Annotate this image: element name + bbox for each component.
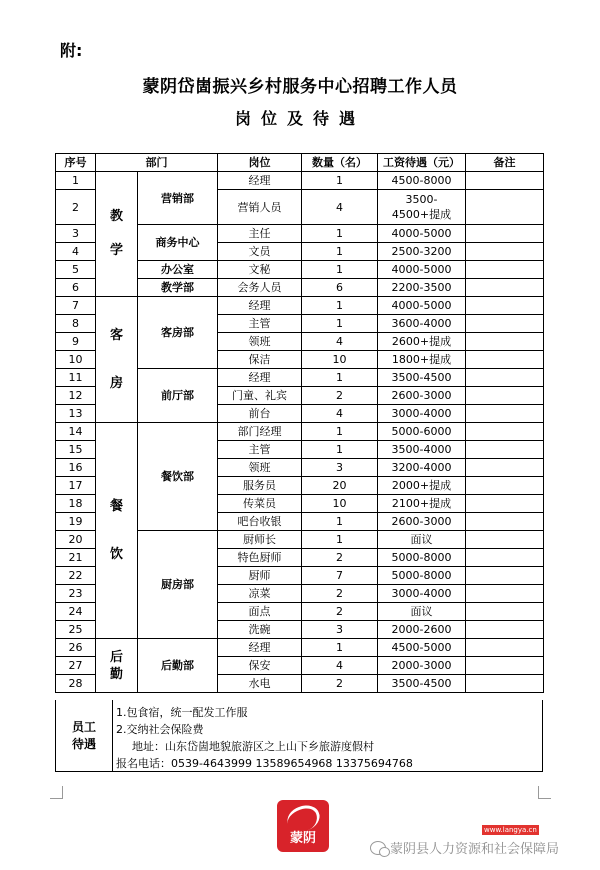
subdept-marketing: 营销部	[138, 172, 218, 225]
document-subtitle: 岗位及待遇	[234, 109, 365, 128]
table-header-row	[56, 154, 544, 172]
post-count: 4	[302, 405, 378, 423]
row-number: 15	[56, 441, 96, 459]
post-count: 4	[302, 657, 378, 675]
post-name: 保洁	[218, 351, 302, 369]
post-count: 2	[302, 603, 378, 621]
post-name: 门童、礼宾	[218, 387, 302, 405]
post-count: 1	[302, 423, 378, 441]
post-count: 1	[302, 261, 378, 279]
post-name: 厨师	[218, 567, 302, 585]
post-salary: 3600-4000	[378, 315, 466, 333]
table-row	[56, 172, 544, 190]
post-remark	[466, 190, 544, 225]
post-name: 经理	[218, 639, 302, 657]
post-remark	[466, 369, 544, 387]
row-number: 4	[56, 243, 96, 261]
subdept-housekeeping: 客房部	[138, 297, 218, 369]
post-count: 7	[302, 567, 378, 585]
post-count: 1	[302, 513, 378, 531]
post-salary: 2100+提成	[378, 495, 466, 513]
post-name: 吧台收银	[218, 513, 302, 531]
wechat-icon	[370, 841, 386, 855]
post-name: 营销人员	[218, 190, 302, 225]
row-number: 5	[56, 261, 96, 279]
post-salary: 2600-3000	[378, 387, 466, 405]
post-count: 1	[302, 639, 378, 657]
post-count: 4	[302, 190, 378, 225]
row-number: 27	[56, 657, 96, 675]
row-number: 24	[56, 603, 96, 621]
header-post: 岗位	[218, 154, 302, 172]
post-remark	[466, 567, 544, 585]
post-remark	[466, 351, 544, 369]
post-count: 2	[302, 387, 378, 405]
post-salary: 2500-3200	[378, 243, 466, 261]
row-number: 6	[56, 279, 96, 297]
post-remark	[466, 549, 544, 567]
post-salary: 1800+提成	[378, 351, 466, 369]
group-teaching-label: 教 学	[109, 209, 123, 258]
header-remark: 备注	[466, 154, 544, 172]
post-salary: 2000-2600	[378, 621, 466, 639]
benefits-label-line2: 待遇	[71, 736, 96, 751]
row-number: 13	[56, 405, 96, 423]
benefits-label	[56, 700, 113, 771]
post-salary: 面议	[378, 531, 466, 549]
post-remark	[466, 675, 544, 693]
post-count: 4	[302, 333, 378, 351]
post-remark	[466, 459, 544, 477]
subdept-front-desk: 前厅部	[138, 369, 218, 423]
post-count: 1	[302, 297, 378, 315]
post-name: 文员	[218, 243, 302, 261]
benefit-meals: 1.包食宿，统一配发工作服	[116, 706, 248, 719]
row-number: 20	[56, 531, 96, 549]
post-count: 1	[302, 369, 378, 387]
post-salary: 4500-8000	[378, 172, 466, 190]
post-remark	[466, 405, 544, 423]
mengyin-logo	[277, 800, 329, 852]
post-count: 3	[302, 459, 378, 477]
post-count: 3	[302, 621, 378, 639]
row-number: 2	[56, 190, 96, 225]
row-number: 26	[56, 639, 96, 657]
post-count: 1	[302, 225, 378, 243]
post-salary: 4500-5000	[378, 639, 466, 657]
row-number: 11	[56, 369, 96, 387]
post-name: 领班	[218, 459, 302, 477]
post-salary: 2000-3000	[378, 657, 466, 675]
header-count: 数量（名）	[302, 154, 378, 172]
post-salary: 2600+提成	[378, 333, 466, 351]
subdept-business-center: 商务中心	[138, 225, 218, 261]
table-row	[56, 639, 544, 657]
post-name: 文秘	[218, 261, 302, 279]
attachment-label: 附:	[60, 41, 83, 60]
row-number: 14	[56, 423, 96, 441]
post-remark	[466, 387, 544, 405]
row-number: 22	[56, 567, 96, 585]
employee-benefits	[55, 700, 543, 772]
post-name: 经理	[218, 172, 302, 190]
post-count: 10	[302, 495, 378, 513]
crop-mark-left	[50, 786, 63, 799]
row-number: 25	[56, 621, 96, 639]
table-row	[56, 423, 544, 441]
subdept-office: 办公室	[138, 261, 218, 279]
post-remark	[466, 441, 544, 459]
watermark-url: www.langya.cn	[484, 826, 537, 834]
post-salary: 2600-3000	[378, 513, 466, 531]
post-salary: 2200-3500	[378, 279, 466, 297]
post-remark	[466, 172, 544, 190]
post-remark	[466, 333, 544, 351]
row-number: 1	[56, 172, 96, 190]
post-count: 1	[302, 172, 378, 190]
group-catering	[96, 423, 138, 639]
group-teaching	[96, 172, 138, 297]
table-row	[56, 297, 544, 315]
post-name: 保安	[218, 657, 302, 675]
row-number: 9	[56, 333, 96, 351]
post-salary: 4000-5000	[378, 297, 466, 315]
post-name: 部门经理	[218, 423, 302, 441]
post-remark	[466, 297, 544, 315]
wechat-watermark	[370, 838, 559, 857]
post-salary: 3000-4000	[378, 585, 466, 603]
phone-line: 报名电话：0539-4643999 13589654968 13375694768	[116, 757, 413, 770]
post-name: 洗碗	[218, 621, 302, 639]
post-remark	[466, 621, 544, 639]
post-name: 传菜员	[218, 495, 302, 513]
row-number: 19	[56, 513, 96, 531]
row-number: 16	[56, 459, 96, 477]
row-number: 21	[56, 549, 96, 567]
post-name: 经理	[218, 297, 302, 315]
post-count: 2	[302, 675, 378, 693]
benefits-details	[116, 704, 413, 772]
post-salary: 面议	[378, 603, 466, 621]
post-remark	[466, 261, 544, 279]
group-logistics-label: 后 勤	[109, 649, 123, 682]
benefit-insurance: 2.交纳社会保险费	[116, 723, 204, 736]
post-remark	[466, 657, 544, 675]
post-remark	[466, 225, 544, 243]
subdept-kitchen: 厨房部	[138, 531, 218, 639]
post-name: 前台	[218, 405, 302, 423]
post-remark	[466, 513, 544, 531]
post-name: 凉菜	[218, 585, 302, 603]
post-salary: 3500-4500+提成	[378, 190, 466, 225]
benefits-label-line1: 员工	[71, 719, 96, 734]
watermark-text: 蒙阴县人力资源和社会保障局	[390, 842, 560, 857]
group-guestroom-label: 客 房	[109, 327, 123, 391]
subdept-teaching-dept: 教学部	[138, 279, 218, 297]
post-count: 6	[302, 279, 378, 297]
row-number: 17	[56, 477, 96, 495]
post-remark	[466, 243, 544, 261]
post-name: 特色厨师	[218, 549, 302, 567]
row-number: 10	[56, 351, 96, 369]
post-name: 面点	[218, 603, 302, 621]
post-name: 主管	[218, 441, 302, 459]
post-remark	[466, 639, 544, 657]
row-number: 7	[56, 297, 96, 315]
post-salary: 5000-8000	[378, 567, 466, 585]
post-salary: 4000-5000	[378, 225, 466, 243]
post-count: 1	[302, 243, 378, 261]
post-name: 经理	[218, 369, 302, 387]
post-salary: 3200-4000	[378, 459, 466, 477]
row-number: 3	[56, 225, 96, 243]
post-salary: 3500-4000	[378, 441, 466, 459]
post-salary: 2000+提成	[378, 477, 466, 495]
crop-mark-right	[538, 786, 551, 799]
post-remark	[466, 585, 544, 603]
post-count: 2	[302, 549, 378, 567]
post-count: 10	[302, 351, 378, 369]
post-name: 领班	[218, 333, 302, 351]
post-name: 主管	[218, 315, 302, 333]
post-salary: 5000-6000	[378, 423, 466, 441]
post-name: 会务人员	[218, 279, 302, 297]
subdept-food-beverage: 餐饮部	[138, 423, 218, 531]
post-salary: 4000-5000	[378, 261, 466, 279]
row-number: 18	[56, 495, 96, 513]
post-remark	[466, 603, 544, 621]
row-number: 12	[56, 387, 96, 405]
group-catering-label: 餐 饮	[109, 498, 123, 562]
logo-text: 蒙阴	[289, 831, 316, 846]
group-guestroom	[96, 297, 138, 423]
post-salary: 3500-4500	[378, 675, 466, 693]
post-count: 1	[302, 441, 378, 459]
post-count: 20	[302, 477, 378, 495]
row-number: 23	[56, 585, 96, 603]
post-name: 主任	[218, 225, 302, 243]
post-remark	[466, 423, 544, 441]
post-count: 1	[302, 531, 378, 549]
post-salary: 3000-4000	[378, 405, 466, 423]
post-name: 服务员	[218, 477, 302, 495]
post-remark	[466, 279, 544, 297]
document-title: 蒙阴岱崮振兴乡村服务中心招聘工作人员	[142, 77, 458, 97]
recruitment-table	[55, 153, 544, 693]
address-line: 地址：山东岱崮地貌旅游区之上山下乡旅游度假村	[132, 740, 374, 753]
row-number: 8	[56, 315, 96, 333]
post-name: 厨师长	[218, 531, 302, 549]
header-salary: 工资待遇（元）	[378, 154, 466, 172]
subdept-logistics-dept: 后勤部	[138, 639, 218, 693]
logo-swirl-icon	[284, 801, 324, 836]
post-count: 1	[302, 315, 378, 333]
post-remark	[466, 495, 544, 513]
post-name: 水电	[218, 675, 302, 693]
post-remark	[466, 315, 544, 333]
post-remark	[466, 477, 544, 495]
post-salary: 3500-4500	[378, 369, 466, 387]
row-number: 28	[56, 675, 96, 693]
header-no: 序号	[56, 154, 96, 172]
group-logistics	[96, 639, 138, 693]
header-dept: 部门	[96, 154, 218, 172]
post-remark	[466, 531, 544, 549]
post-salary: 5000-8000	[378, 549, 466, 567]
post-count: 2	[302, 585, 378, 603]
